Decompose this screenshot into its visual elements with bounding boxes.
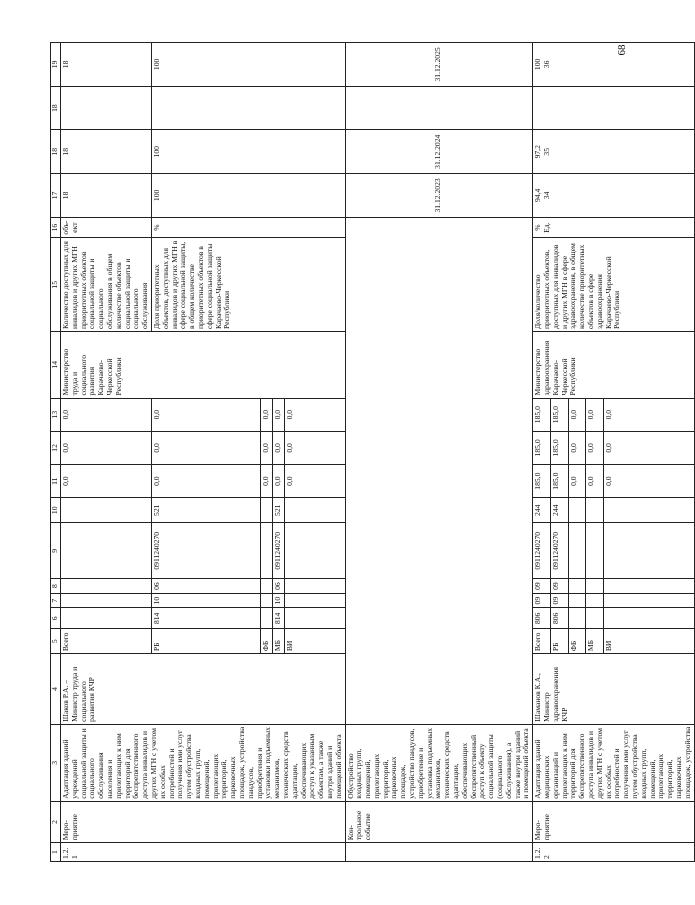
row-number bbox=[345, 843, 533, 862]
fin-cell: 09 bbox=[533, 593, 551, 608]
fin-cell bbox=[260, 608, 272, 629]
fin-cell: 814 bbox=[272, 608, 284, 629]
fin-cell bbox=[568, 579, 586, 594]
fin-cell bbox=[586, 608, 604, 629]
fin-cell bbox=[604, 593, 694, 608]
fin-cell: 0,0 bbox=[284, 431, 345, 464]
fin-cell bbox=[260, 593, 272, 608]
fin-cell: 10 bbox=[151, 593, 260, 608]
fin-cell: 09 bbox=[550, 593, 568, 608]
row-ministry: Министерство труда и социального развития Карачаево-Черкесской Республики bbox=[61, 332, 346, 399]
col-num: 15 bbox=[51, 238, 61, 332]
fin-cell bbox=[586, 579, 604, 594]
row-date: 31.12.2023 bbox=[345, 174, 533, 218]
fin-cell: 0,0 bbox=[151, 431, 260, 464]
program-table bbox=[50, 42, 695, 862]
fin-cell: 0,0 bbox=[272, 398, 284, 431]
fin-cell: 06 bbox=[151, 579, 260, 594]
col-num: 2 bbox=[51, 801, 61, 843]
col-num: 4 bbox=[51, 654, 61, 725]
fin-cell: 0,0 bbox=[272, 431, 284, 464]
fin-cell: 0,0 bbox=[151, 398, 260, 431]
col-num: 9 bbox=[51, 523, 61, 579]
fin-cell: 0,0 bbox=[284, 398, 345, 431]
row-description: Адаптация зданий учреждений социальной защиты и социального обслуживания населения и прилегающих к ним территорий для беспрепятственного доступа инвалидов и других МГН с учетом их особых потребностей и получения ими услуг путем обустройства входных групп, помещений, прилегающих территорий, парковочных площадок, устройства пандусов, приобретения и установки подъемных механизмов, технических средств адаптации, обеспечивающих доступ к указанным объектам, а также внутри зданий и помещений объекта bbox=[61, 724, 346, 801]
fin-cell: 244 bbox=[550, 498, 568, 523]
row-indicator: Доля/количество приоритетных объектов, доступных для инвалидов и других МГН в сфере здравоохранения, в общем количестве приоритетных объектов в сфере здравоохранения Карачаево-Черкесской Республики bbox=[533, 238, 694, 332]
fin-cell bbox=[604, 523, 694, 579]
row-date: 31.12.2024 bbox=[345, 130, 533, 174]
table-row bbox=[533, 43, 551, 862]
fin-cell bbox=[568, 523, 586, 579]
fin-source: ВИ bbox=[284, 629, 345, 654]
fin-cell: 0,0 bbox=[586, 431, 604, 464]
fin-cell bbox=[260, 523, 272, 579]
fin-cell: 244 bbox=[533, 498, 551, 523]
col-num: 6 bbox=[51, 608, 61, 629]
fin-cell: 09 bbox=[550, 579, 568, 594]
fin-cell: 0,0 bbox=[568, 431, 586, 464]
row-executor: Шаков Р.А. – Министр труда и социального развития КЧР bbox=[61, 654, 346, 725]
fin-cell bbox=[586, 593, 604, 608]
fin-cell bbox=[284, 608, 345, 629]
row-kind: Меро- приятие bbox=[61, 801, 346, 843]
row-indicator: Количество доступных для инвалидов и других МГН приоритетных объектов социальной защиты и социального обслуживания в общем количестве объектов социальной защиты и социального обслуживания bbox=[61, 238, 152, 332]
col-num: 14 bbox=[51, 332, 61, 399]
fin-cell bbox=[260, 579, 272, 594]
fin-cell: 0,0 bbox=[61, 431, 152, 464]
col-num: 3 bbox=[51, 724, 61, 801]
fin-cell: 10 bbox=[272, 593, 284, 608]
fin-cell: 0,0 bbox=[260, 465, 272, 498]
col-num: 8 bbox=[51, 579, 61, 594]
row-value: 100 bbox=[151, 43, 345, 87]
fin-cell: 09 bbox=[533, 579, 551, 594]
fin-source: Всего bbox=[533, 629, 551, 654]
fin-cell: 0,0 bbox=[568, 398, 586, 431]
fin-cell bbox=[284, 593, 345, 608]
row-value: 100 bbox=[151, 130, 345, 174]
col-num: 16 bbox=[51, 217, 61, 238]
row-kind: Кон- трольное событие bbox=[345, 801, 533, 843]
fin-cell bbox=[61, 498, 152, 523]
col-num: 12 bbox=[51, 431, 61, 464]
fin-cell bbox=[568, 498, 586, 523]
fin-cell bbox=[61, 593, 152, 608]
row-value: 100 36 bbox=[533, 43, 694, 87]
fin-cell: 0,0 bbox=[604, 431, 694, 464]
row-value: 100 bbox=[151, 174, 345, 218]
fin-cell bbox=[61, 523, 152, 579]
fin-cell bbox=[604, 608, 694, 629]
fin-cell bbox=[586, 498, 604, 523]
fin-cell bbox=[284, 523, 345, 579]
fin-cell: 185,0 bbox=[550, 465, 568, 498]
fin-cell: 521 bbox=[151, 498, 260, 523]
row-unit: объ- ект bbox=[61, 217, 152, 238]
fin-cell: 185,0 bbox=[533, 431, 551, 464]
row-executor: Шаманов К.А., Министр здравоохранения КЧР bbox=[533, 654, 694, 725]
row-value: 97,2 35 bbox=[533, 130, 694, 174]
fin-source: ВИ bbox=[604, 629, 694, 654]
row-date: 31.12.2025 bbox=[345, 43, 533, 87]
row-unit: % bbox=[151, 217, 345, 238]
column-number-row bbox=[51, 43, 61, 862]
fin-cell: 185,0 bbox=[550, 431, 568, 464]
row-value: 94,4 34 bbox=[533, 174, 694, 218]
fin-source: МБ bbox=[272, 629, 284, 654]
fin-cell bbox=[586, 523, 604, 579]
fin-source: РБ bbox=[151, 629, 260, 654]
fin-cell: 0,0 bbox=[586, 398, 604, 431]
fin-cell bbox=[284, 498, 345, 523]
col-num: 11 bbox=[51, 465, 61, 498]
row-description: Обустройство входных групп, помещений, прилегающих территорий, парковочных площадок, устройство пандусов, приобретение и установка подъемных механизмов, технических средств адаптации, обеспечивающих беспрепятственный доступ к объекту социальной защиты (социального обслуживания), а также внутри зданий и помещений объекта bbox=[345, 724, 533, 801]
fin-cell: 0911240270 bbox=[550, 523, 568, 579]
col-num: 7 bbox=[51, 593, 61, 608]
fin-source: МБ bbox=[586, 629, 604, 654]
fin-cell: 0,0 bbox=[604, 465, 694, 498]
col-num: 19 bbox=[51, 43, 61, 87]
fin-source: РБ bbox=[550, 629, 568, 654]
row-description: Адаптация зданий медицинских организаций и прилегающих к ним территорий для беспрепятственного доступа инвалидов и других МГН с учетом их особых потребностей и получения ими услуг путем обустройства входных групп, помещений, прилегающих территорий, парковочных площадок, устройства bbox=[533, 724, 694, 801]
fin-cell: 806 bbox=[533, 608, 551, 629]
fin-cell: 0,0 bbox=[61, 398, 152, 431]
row-value: 18 bbox=[61, 130, 152, 174]
fin-cell: 0,0 bbox=[604, 398, 694, 431]
fin-cell: 06 bbox=[272, 579, 284, 594]
col-num: 1 bbox=[51, 843, 61, 862]
fin-cell bbox=[61, 608, 152, 629]
col-num: 18 bbox=[51, 130, 61, 174]
fin-cell bbox=[568, 593, 586, 608]
fin-cell bbox=[260, 498, 272, 523]
col-num: 18 bbox=[51, 86, 61, 130]
fin-cell: 185,0 bbox=[533, 398, 551, 431]
col-num: 5 bbox=[51, 629, 61, 654]
row-value: 18 bbox=[61, 43, 152, 87]
row-indicator: Доля приоритетных объектов, доступных для инвалидов и других МГН в сфере социальной защиты, в общем количестве приоритетных объектов в сфере социальной защиты Карачаево-Черкесской Республики bbox=[151, 238, 345, 332]
row-number: 1.2.2 bbox=[533, 843, 694, 862]
fin-cell bbox=[604, 579, 694, 594]
col-num: 13 bbox=[51, 398, 61, 431]
fin-cell: 0,0 bbox=[586, 465, 604, 498]
row-kind: Меро- приятие bbox=[533, 801, 694, 843]
fin-cell: 0,0 bbox=[568, 465, 586, 498]
fin-cell: 0,0 bbox=[151, 465, 260, 498]
fin-cell: 0,0 bbox=[260, 398, 272, 431]
page-number: 68 bbox=[616, 44, 628, 56]
table-row bbox=[345, 43, 533, 862]
fin-cell: 185,0 bbox=[550, 398, 568, 431]
fin-cell: 0911240270 bbox=[151, 523, 260, 579]
fin-cell: 0911240270 bbox=[533, 523, 551, 579]
fin-cell: 0,0 bbox=[61, 465, 152, 498]
row-value: 18 bbox=[61, 174, 152, 218]
row-unit: % Ед. bbox=[533, 217, 694, 238]
fin-cell: 0,0 bbox=[272, 465, 284, 498]
fin-cell: 814 bbox=[151, 608, 260, 629]
fin-source: Всего bbox=[61, 629, 152, 654]
fin-source: ФБ bbox=[568, 629, 586, 654]
table-row bbox=[61, 43, 152, 862]
fin-cell bbox=[604, 498, 694, 523]
fin-cell: 0,0 bbox=[260, 431, 272, 464]
fin-cell: 806 bbox=[550, 608, 568, 629]
col-num: 10 bbox=[51, 498, 61, 523]
row-ministry: Министерство здравоохранения Карачаево-Черкесской Республики bbox=[533, 332, 694, 399]
col-num: 17 bbox=[51, 174, 61, 218]
row-number: 1.2.1 bbox=[61, 843, 346, 862]
fin-cell bbox=[568, 608, 586, 629]
fin-cell bbox=[284, 579, 345, 594]
fin-cell: 0911240270 bbox=[272, 523, 284, 579]
fin-cell: 521 bbox=[272, 498, 284, 523]
fin-cell: 0,0 bbox=[284, 465, 345, 498]
fin-source: ФБ bbox=[260, 629, 272, 654]
fin-cell bbox=[61, 579, 152, 594]
fin-cell: 185,0 bbox=[533, 465, 551, 498]
